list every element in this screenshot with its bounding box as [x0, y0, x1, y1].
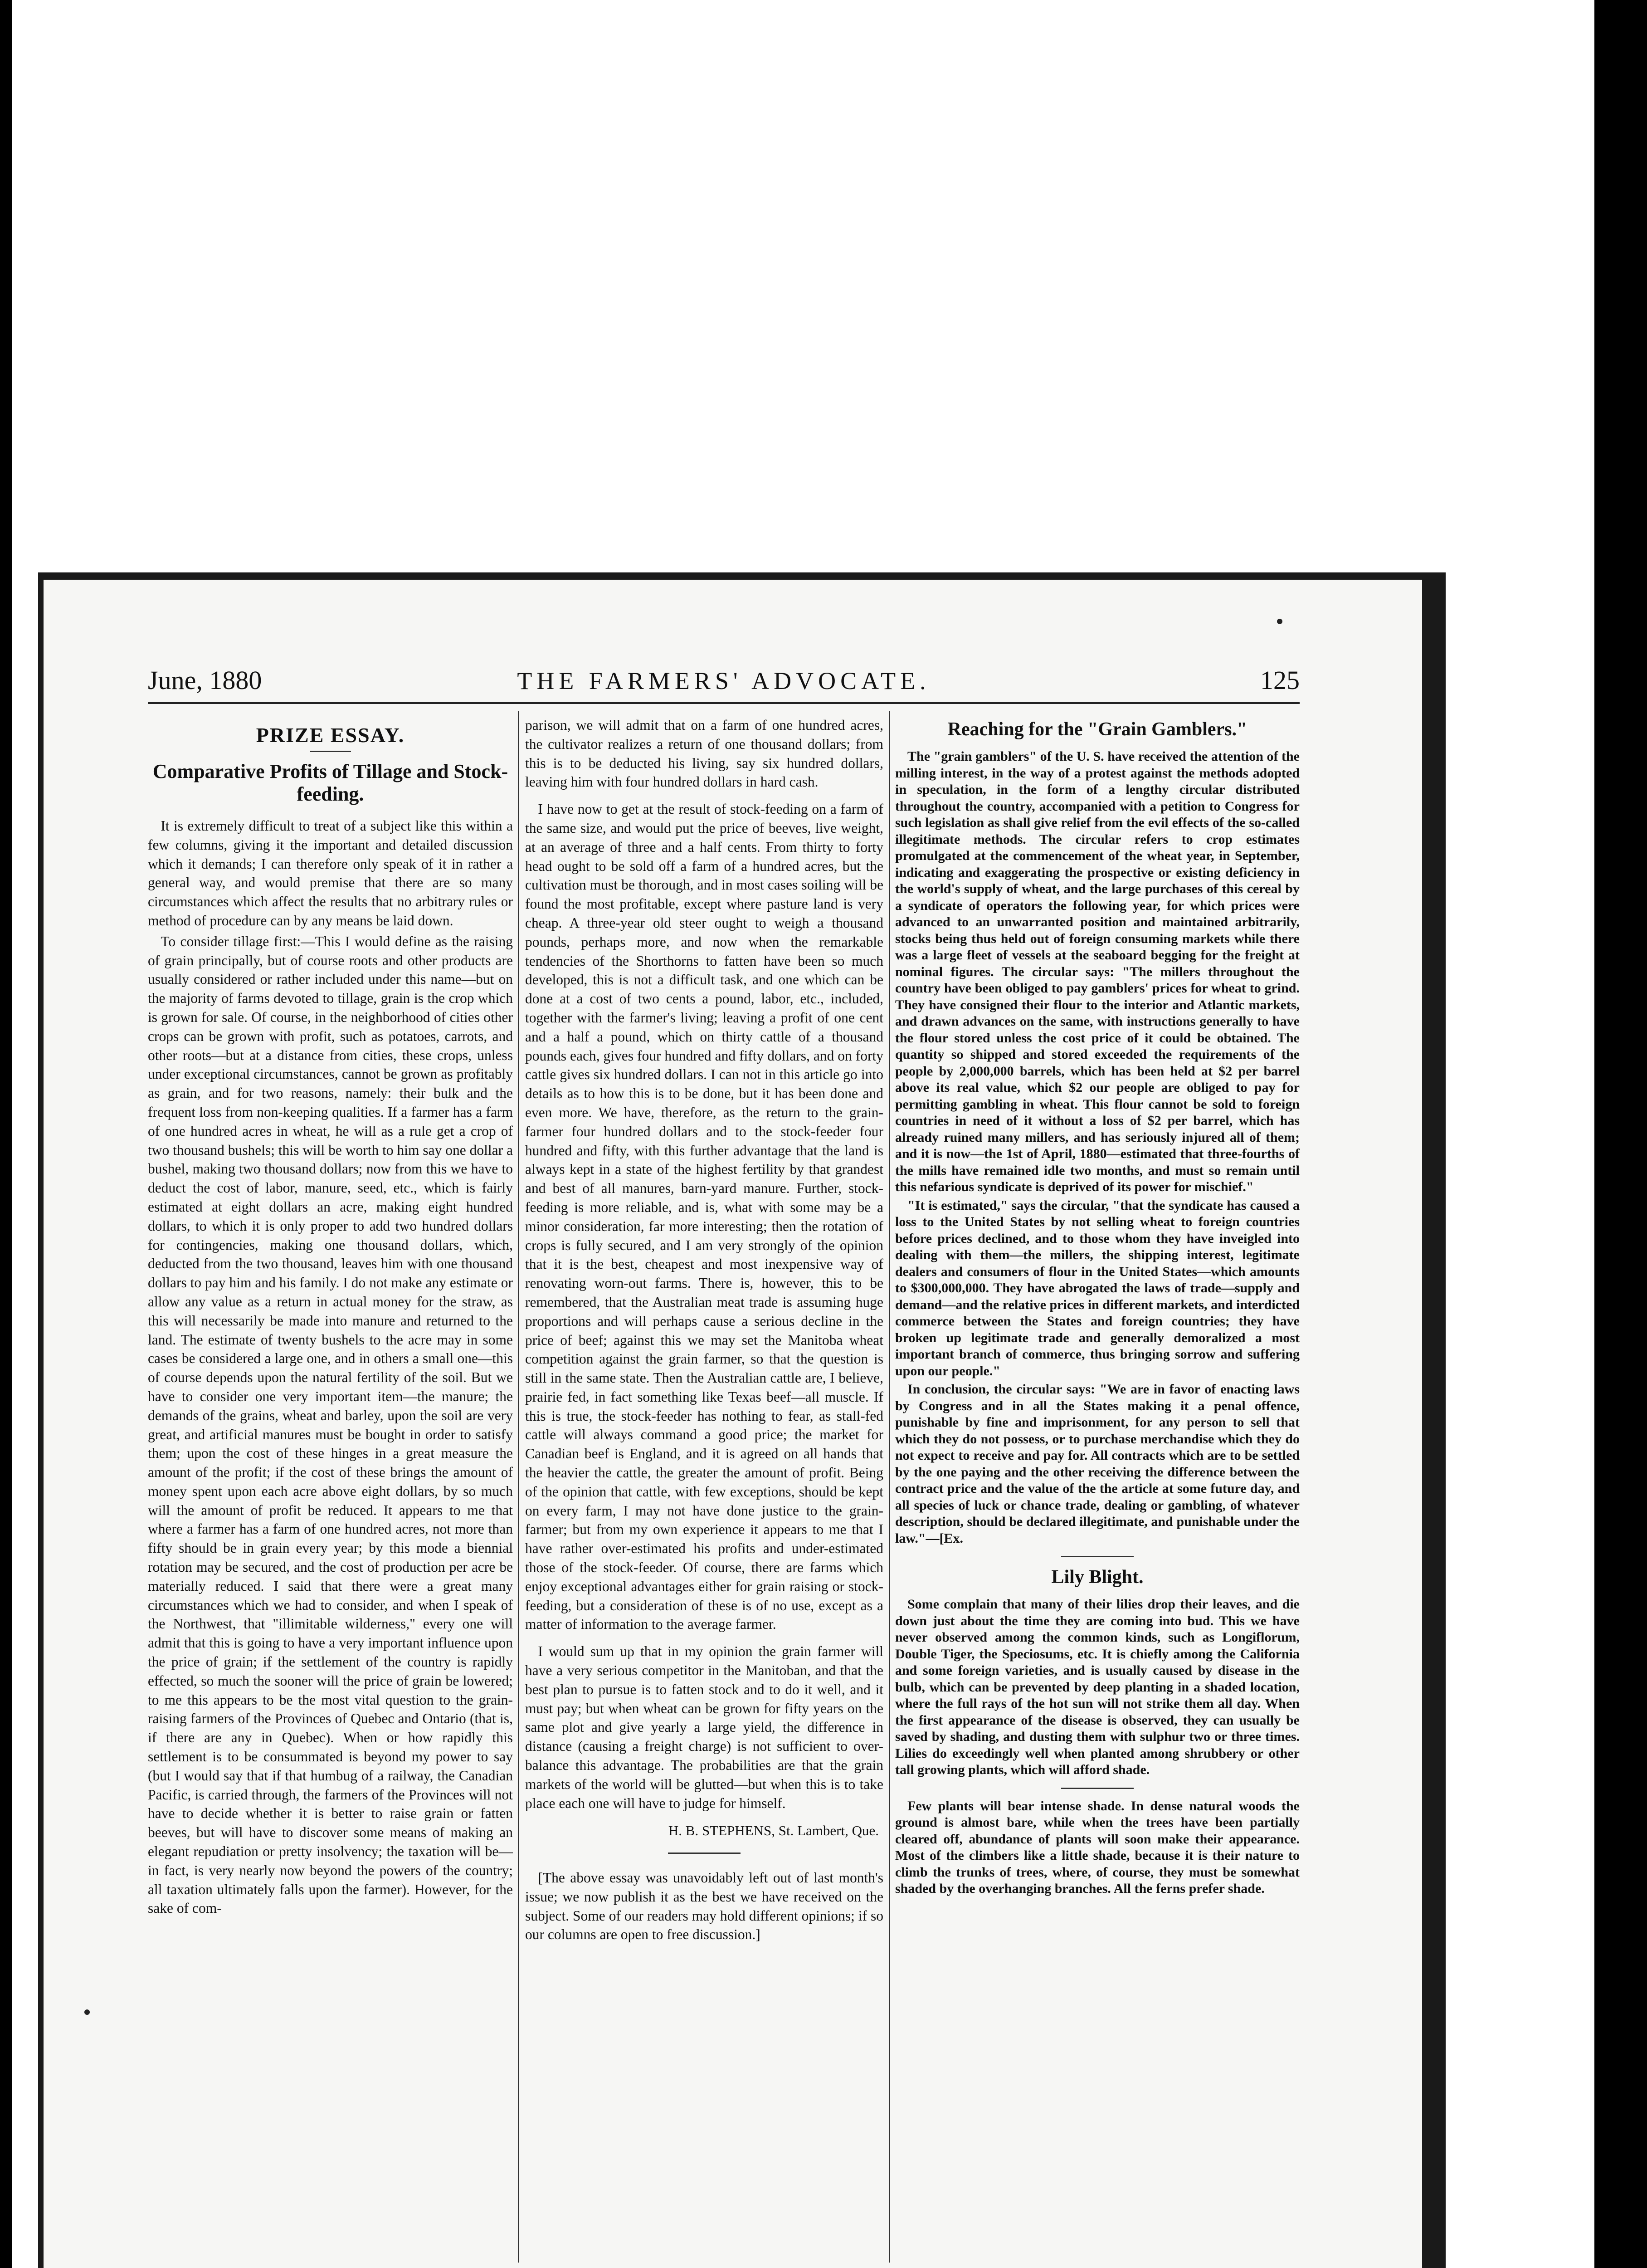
ink-speck: [1277, 619, 1282, 624]
paragraph: parison, we will admit that on a farm of one hundred acres, the cultivator realizes a return of one thousand dollars; from this is to be deducted his living, say six hundred dollars, leaving him with four hundred dollars in hard cash.: [525, 717, 883, 790]
article-title: Comparative Profits of Tillage and Stock-feeding.: [152, 760, 508, 805]
paragraph: To consider tillage first:—This I would define as the raising of grain principally, but of course roots and other products are usually considered or rather included under this name—but on the majority of farms devoted to tillage, grain is the crop which is grown for sale. Of course, in the neighborhood of cities other crops can be grown with profit, such as potatoes, carrots, and other roots—but at a distance from cities, these crops, unless under exceptional circumstances, cannot be grown as profitably as grain, and for two reasons, namely: their bulk and the frequent loss from non-keeping qualities. If a farmer has a farm of one hundred acres in wheat, he will as a rule get a crop of two thousand bushels; this will be worth to him say one dollar a bushel, making two thousand dollars; now from this we have to deduct the cost of labor, manure, seed, etc., which is fairly estimated at eight dollars an acre, making eight hundred dollars, to which it is only proper to add two hundred dollars for contingencies, making one thousand dollars, which, deducted from the two thousand, leaves him with one thousand dollars to pay him and his family. I do not make any estimate or allow any value as a return in actual money for the straw, as this will necessarily be made into manure and returned to the land. The estimate of twenty bushels to the acre may in some cases be considered a large one, and in others a small one—this of course depends upon the natural fertility of the soil. But we have to consider one very important item—the manure; the demands of the grains, wheat and barley, upon the soil are very great, and artificial manures must be bought in order to satisfy them; upon the cost of these hinges in a great measure the amount of the profit; if the cost of these brings the amount of money spent upon each acre above eight dollars, by so much will the amount of profit be reduced. It appears to me that where a farmer has a farm of one hundred acres, not more than fifty should be in grain every year; by this mode a biennial rotation may be secured, and the cost of production per acre be materially reduced. I said that there were a great many circumstances which we had to consider, and when I speak of the Northwest, that "illimitable wilderness," every one will admit that this is going to have a very important influence upon the price of grain; if the settlement of the country is rapidly effected, so much the sooner will the price of grain be lowered; to me this appears to be the most vital question to the grain-raising farmers of the Provinces of Quebec and Ontario (that is, if there are any in Quebec). When or how rapidly this settlement is to be consummated is beyond my power to say (but I would say that if that humbug of a railway, the Canadian Pacific, is carried through, the farmers of the Provinces will not have to decide whether it is better to raise grain or fatten beeves, but will have to discover some means of making an elegant repudiation or pretty insolvency; the taxation will be—in fact, is very nearly now beyond the powers of the country; all taxation ultimately falls upon the farmer). However, for the sake of com-: [148, 933, 513, 1916]
separator-rule: [1061, 1788, 1134, 1789]
page-header: [148, 661, 1300, 704]
article-title: Lily Blight.: [1051, 1567, 1144, 1588]
issue-date: June, 1880: [148, 665, 262, 695]
paragraph: Some complain that many of their lilies drop their leaves, and die down just about the time they are coming into bud. This we have never observed among the common kinds, such as Longiflorum, Double Tiger, the Speciosums, etc. It is chiefly among the California and some foreign varieties, and is usually caused by disease in the bulb, which can be prevented by deep planting in a shaded location, where the full rays of the hot sun will not strike them all day. When the first appearance of the disease is observed, they can usually be saved by shading, and dusting them with sulphur two or three times. Lilies do exceedingly well when planted among shrubbery or other tall growing plants, which will afford shade.: [895, 1597, 1300, 1777]
page-number: 125: [1260, 665, 1300, 695]
paragraph: Few plants will bear intense shade. In dense natural woods the ground is almost bare, while when the trees have been partially cleared off, abundance of plants will soon make their appearance. Most of the climbers like a little shade, because it is their nature to climb the trunks of trees, where, of course, they must be somewhat shaded by the overhanging branches. All the ferns prefer shade.: [895, 1798, 1300, 1896]
masthead-title: THE FARMERS' ADVOCATE.: [517, 667, 931, 694]
column-divider: [518, 711, 519, 2263]
section-title: PRIZE ESSAY.: [256, 723, 405, 747]
column-3: [895, 716, 1300, 2267]
column-1: [148, 716, 513, 2267]
paragraph: I have now to get at the result of stock-feeding on a farm of the same size, and would put the price of beeves, live weight, at an average of three and a half cents. From thirty to forty head ought to be sold off a farm of a hundred acres, but the cultivation must be thorough, and in most cases soiling will be found the most profitable, except where pasture land is very cheap. A three-year old steer ought to weigh a thousand pounds, perhaps more, and now when the remarkable tendencies of the Shorthorns to fatten have been so much developed, this is not a difficult task, and one which can be done at a cost of two cents a pound, labor, etc., included, together with the farmer's living; leaving a profit of one cent and a half a pound, which on thirty cattle of a thousand pounds each, gives four hundred and fifty dollars, and on forty cattle gives six hundred dollars. I can not in this article go into details as to how this is to be done, but it has been done and even more. We have, therefore, as the return to the grain-farmer four hundred dollars and to the stock-feeder four hundred and fifty, with this further advantage that the land is always kept in a state of the highest fertility by that grandest and best of all manures, barn-yard manure. Further, stock-feeding is more reliable, and is, what with some may be a minor consideration, far more interesting; then the rotation of crops is fully secured, and I am very strongly of the opinion that it is the best, cheapest and most inexpensive way of renovating worn-out farms. There is, however, this to be remembered, that the Australian meat trade is assuming huge proportions and will perhaps cause a serious decline in the price of beef; against this we may set the Manitoba wheat competition against the grain farmer, so that the question is still in the same state. Then the Australian cattle are, I believe, prairie fed, in fact something like Texas beef—all muscle. If this is true, the stock-feeder has nothing to fear, as stall-fed cattle will always command a good price; the market for Canadian beef is England, and it is agreed on all hands that the heavier the cattle, the greater the amount of profit. Being of the opinion that cattle, with few exceptions, should be kept on every farm, I may not have done justice to the grain-farmer; but from my own experience it appears to me that I have rather over-estimated his profits and under-estimated those of the stock-feeder. Of course, there are farms which enjoy exceptional advantages either for grain raising or stock-feeding, but a consideration of these is of no use, except as a matter of information to the average farmer.: [525, 801, 883, 1633]
paragraph: The "grain gamblers" of the U. S. have received the attention of the milling interest, in the way of a protest against the methods adopted in speculation, in the form of a lengthy circular distributed throughout the country, accompanied with a petition to Congress for such legislation as shall give relief from the evil effects of the so-called illegitimate methods. The circular refers to crop estimates promulgated at the commencement of the wheat year, in September, indicating and exaggerating the prospective or existing deficiency in the world's supply of wheat, and the large purchases of this cereal by a syndicate of operators the following year, for which prices were advanced to an unwarranted position and maintained arbitrarily, stocks being thus held out of foreign consuming markets while there was a large fleet of vessels at the seaboard begging for the freight at nominal figures. The circular says: "The millers throughout the country have been obliged to pay gamblers' prices for wheat to grind. They have consigned their flour to the interior and Atlantic markets, and drawn advances on the same, with instructions generally to have the flour stored unless the cost price of it could be obtained. The quantity so shipped and stored exceeded the requirements of the people by 2,000,000 barrels, which has been held at $2 per barrel above its real value, which $2 our people are obliged to pay for permitting gambling in wheat. This flour cannot be sold to foreign countries in need of it without a loss of $2 per barrel, which has already ruined many millers, and has seriously injured all of them; and it is now—the 1st of April, 1880—estimated that three-fourths of the mills have remained idle two months, and must so remain until this nefarious syndicate is deprived of its power for mischief.": [895, 749, 1300, 1194]
title-rule: [310, 751, 351, 752]
separator-rule: [668, 1853, 741, 1854]
paragraph: "It is estimated," says the circular, "that the syndicate has caused a loss to the United States by not selling wheat to foreign countries before prices declined, and to those whom they have inveigled into dealing with them—the millers, the shipping interest, legitimate dealers and consumers of flour in the United States—which amounts to $300,000,000. They have abrogated the laws of trade—supply and demand—and the relative prices in different markets, and interdicted commerce between the States and foreign countries; they have broken up legitimate trade and generally demoralized a most important branch of commerce, thus bringing sorrow and suffering upon our people.": [895, 1198, 1300, 1378]
separator-rule: [1061, 1556, 1134, 1557]
paragraph: I would sum up that in my opinion the grain farmer will have a very serious competitor in the Manitoban, and that the best plan to pursue is to fatten stock and to do it well, and it must pay; but when wheat can be grown for fifty years on the same plot and give yearly a large yield, the difference in distance (causing a freight charge) is not sufficient to over-balance this advantage. The probabilities are that the grain markets of the world will be glutted—but when this is to take place each one will have to judge for himself.: [525, 1643, 883, 1811]
article-title: Reaching for the "Grain Gamblers.": [947, 719, 1247, 740]
paragraph: In conclusion, the circular says: "We are in favor of enacting laws by Congress and in all the States making it a penal offence, punishable by fine and imprisonment, for any person to sell that which they do not possess, or to purchase merchandise which they do not expect to receive and pay for. All contracts which are to be settled by the one paying and the other receiving the difference between the contract price and the value of the the article at some future day, and all species of luck or chance trade, dealing or gambling, of whatever description, should be declared illegitimate, and punishable under the law."—[Ex.: [895, 1382, 1300, 1546]
author-signature: H. B. STEPHENS, St. Lambert, Que.: [668, 1823, 879, 1839]
editor-note: [The above essay was unavoidably left out of last month's issue; we now publish it as the best we have received on the subject. Some of our readers may hold different opinions; if so our columns are open to free discussion.]: [525, 1869, 883, 1943]
paragraph: It is extremely difficult to treat of a subject like this within a few columns, giving it the important and detailed discussion which it demands; I can therefore only speak of it in rather a general way, and would premise that there are so many circumstances which affect the results that no arbitrary rules or method of procedure can by any means be laid down.: [148, 818, 513, 929]
column-2: [525, 716, 883, 2267]
ink-speck: [84, 2009, 90, 2015]
column-divider: [889, 711, 890, 2263]
newspaper-page: [44, 580, 1422, 2268]
